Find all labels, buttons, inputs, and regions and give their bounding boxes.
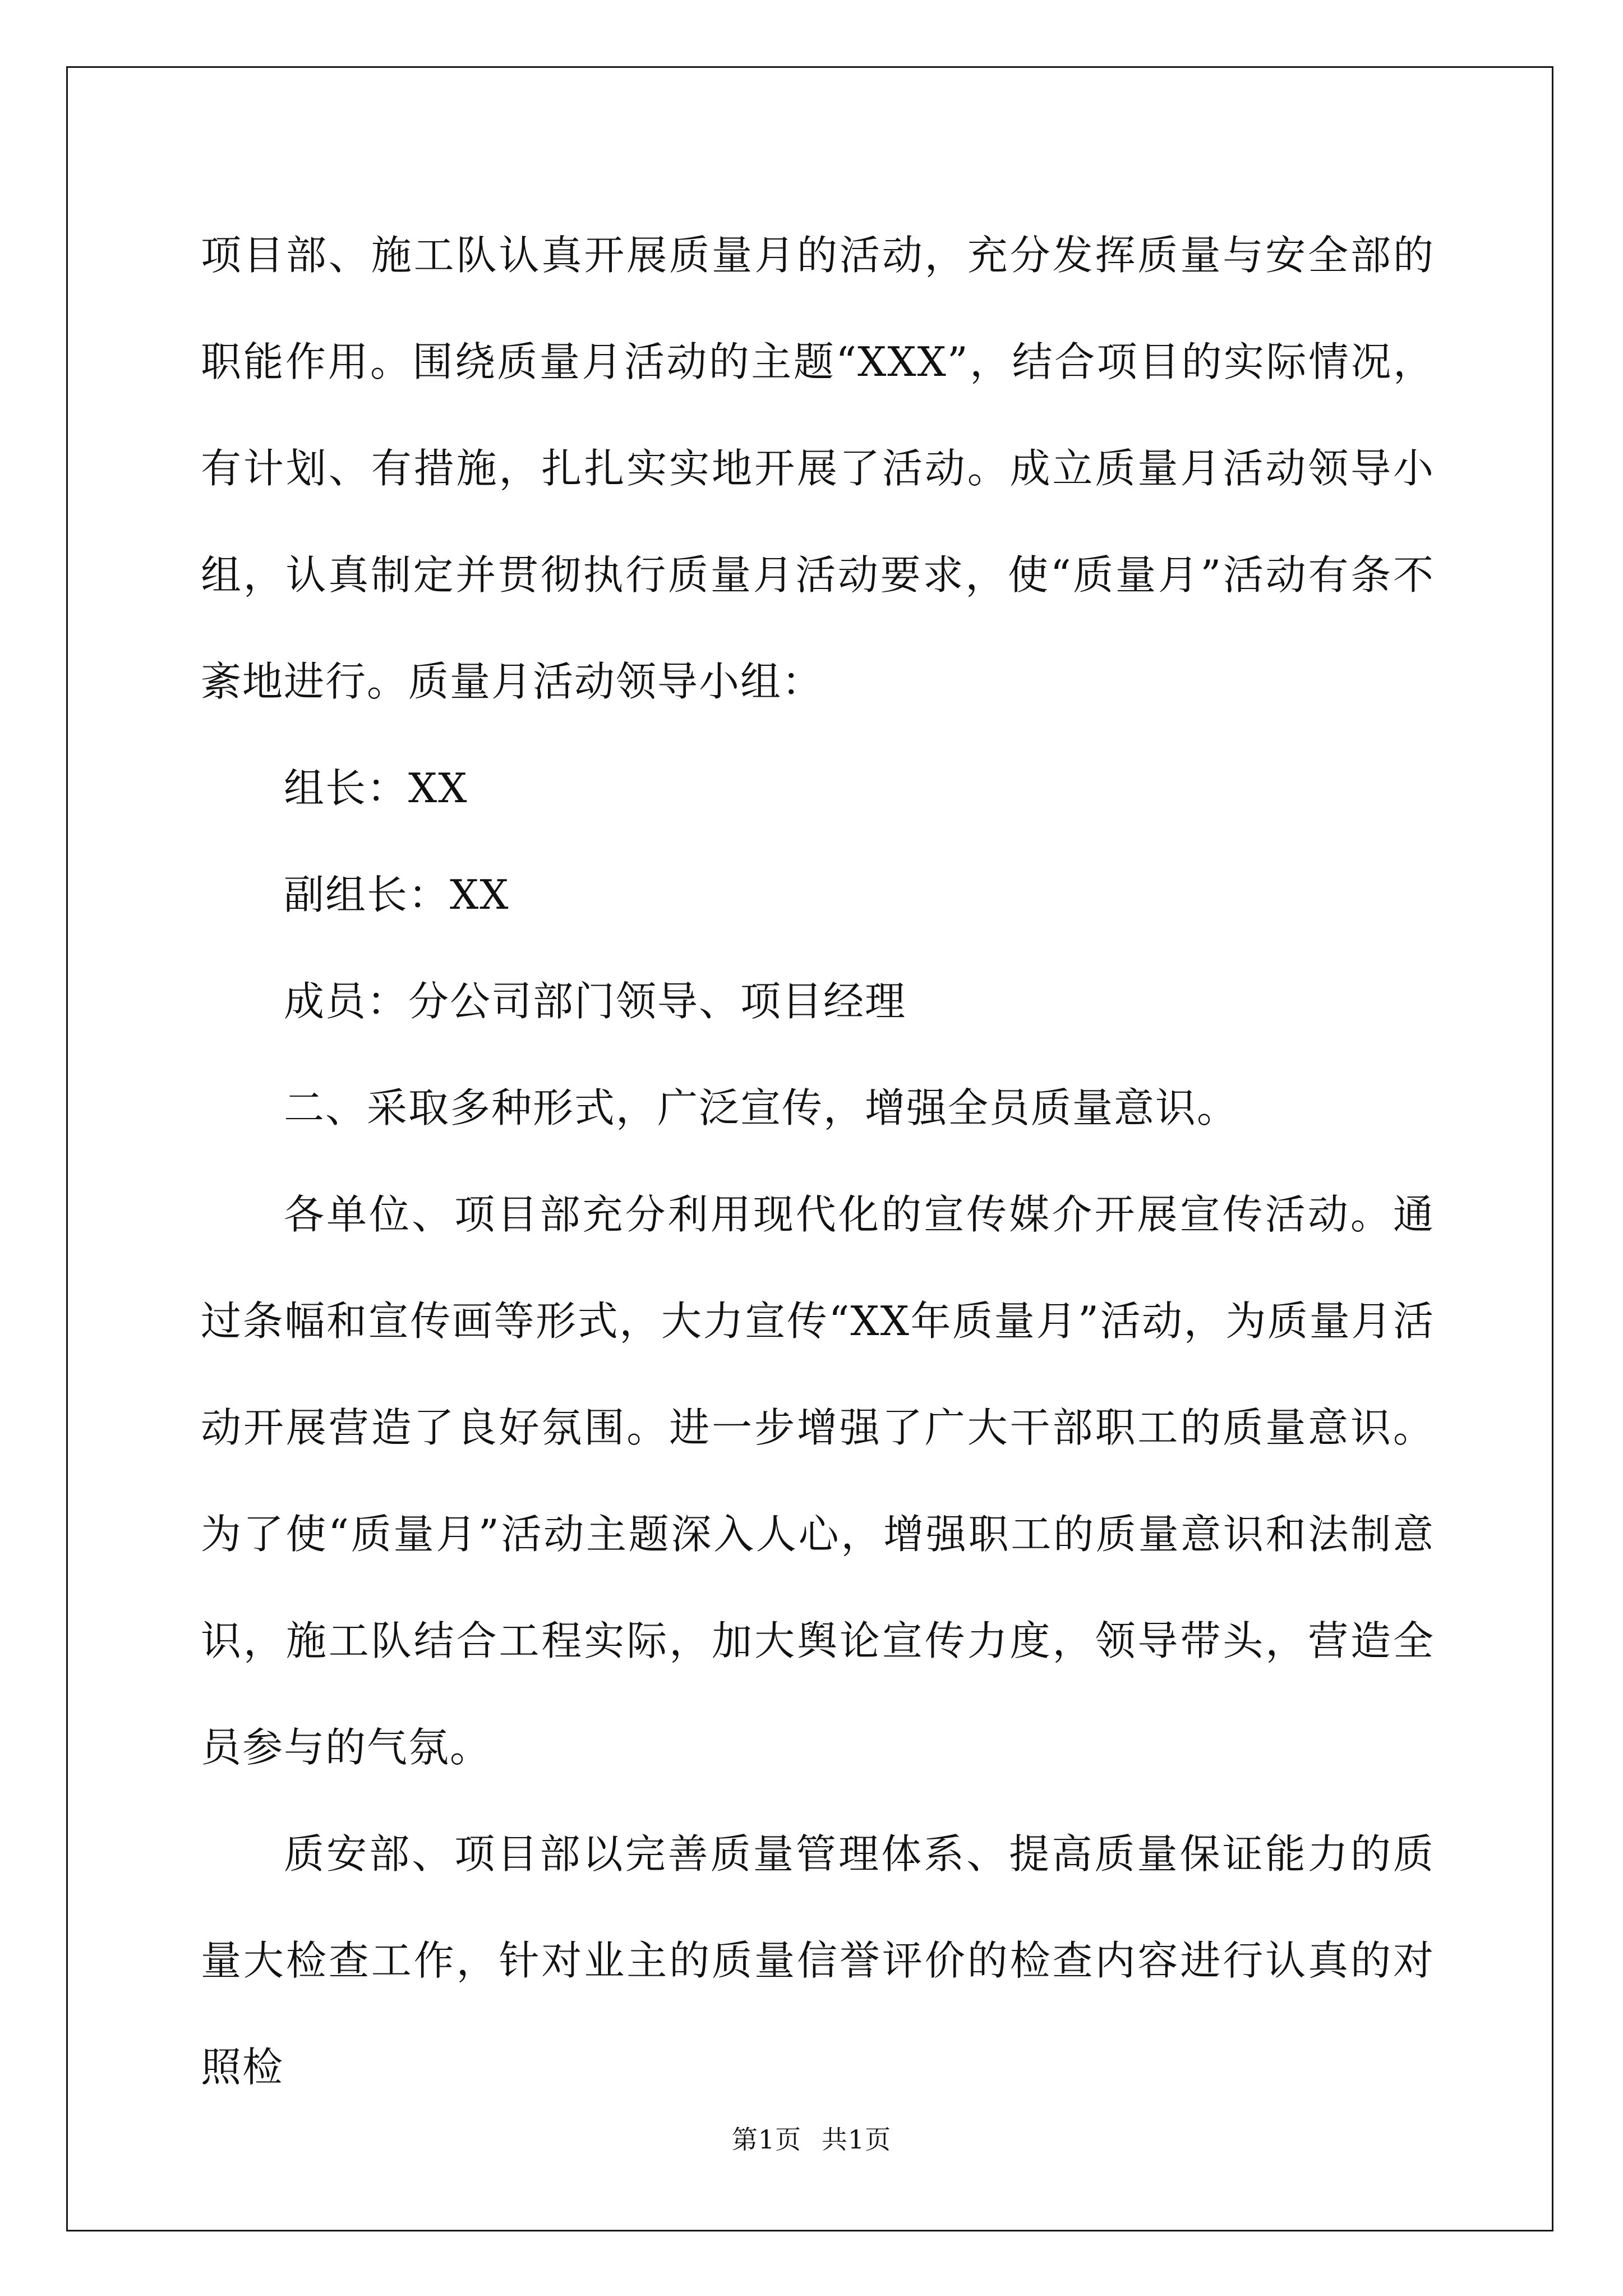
paragraph-publicity: 各单位、项目部充分利用现代化的宣传媒介开展宣传活动。通过条幅和宣传画等形式，大力宣传“XX年质量月”活动，为质量月活动开展营造了良好氛围。进一步增强了广大干部职工的质量意识。为了使“质量月”活动主题深入人心，增强职工的质量意识和法制意识，施工队结合工程实际，加大舆论宣传力度，领导带头，营造全员参与的气氛。 (201, 1191, 1435, 1771)
paragraph-inspection: 质安部、项目部以完善质量管理体系、提高质量保证能力的质量大检查工作，针对业主的质量信誉评价的检查内容进行认真的对照检 (201, 1830, 1435, 2091)
page-number: 第1页 (731, 2124, 802, 2155)
paragraph-leader: 组长：XX (284, 765, 468, 812)
paragraph-1: 项目部、施工队认真开展质量月的活动，充分发挥质量与安全部的职能作用。围绕质量月活动的主题“XXX”，结合项目的实际情况，有计划、有措施，扎扎实实地开展了活动。成立质量月活动领导小组，认真制定并贯彻执行质量月活动要求，使“质量月”活动有条不紊地进行。质量月活动领导小组： (201, 232, 1435, 705)
page-total: 共1页 (821, 2124, 892, 2155)
page-footer (0, 2119, 1623, 2156)
paragraph-members: 成员：分公司部门领导、项目经理 (284, 978, 907, 1025)
section-heading-2: 二、采取多种形式，广泛宣传，增强全员质量意识。 (284, 1084, 1239, 1131)
document-body (201, 202, 1435, 2120)
paragraph-deputy-leader: 副组长：XX (284, 871, 510, 918)
